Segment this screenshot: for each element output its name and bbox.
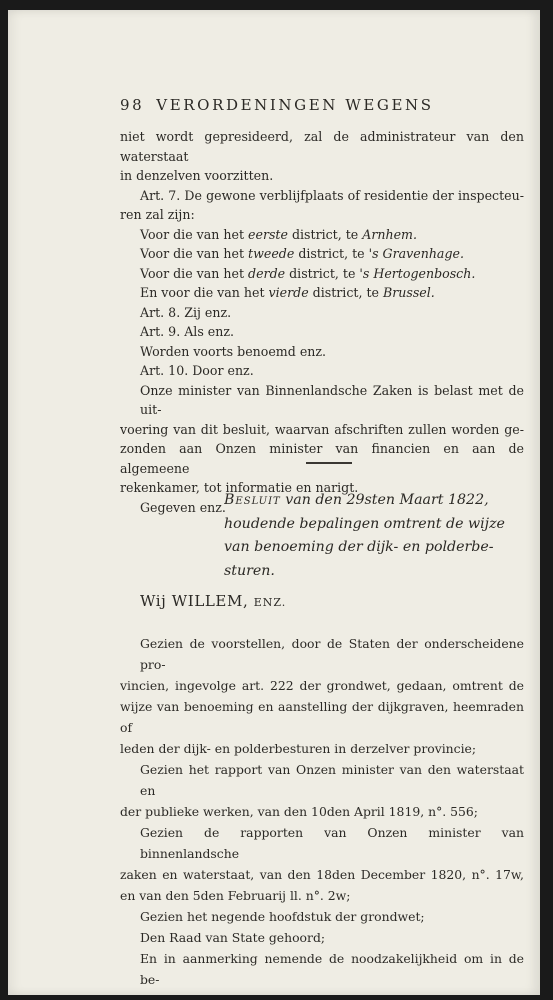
text-line: in denzelven voorzitten. xyxy=(120,168,274,183)
text-line: der publieke werken, van den 10den April 1819, n°. 556; xyxy=(120,804,478,819)
text-line: Besluit van den 29sten Maart 1822, xyxy=(224,492,489,508)
text-line: Voor die van het eerste district, te Arnhem. xyxy=(140,226,418,242)
running-header xyxy=(120,96,434,114)
text-line: van benoeming der dijk- en polderbe- xyxy=(224,539,494,555)
text-line: Art. 8. Zij enz. xyxy=(140,304,232,320)
text-line: wijze van benoeming en aanstelling der dijkgraven, heemraden of xyxy=(120,699,524,735)
text-line: Gezien het rapport van Onzen minister van den waterstaat en xyxy=(140,762,524,798)
text-line: En in aanmerking nemende de noodzakelijkheid om in de be- xyxy=(140,951,524,987)
text-line: rekenkamer, tot informatie en narigt. xyxy=(120,480,359,495)
royal-opening: Wij WILLEM, ENZ. xyxy=(140,592,287,610)
text-block-continuation xyxy=(120,127,524,517)
text-line: Den Raad van State gehoord; xyxy=(140,930,326,945)
text-line: houdende bepalingen omtrent de wijze xyxy=(224,515,505,532)
text-line: Voor die van het derde district, te 's Hertogenbosch. xyxy=(140,265,476,281)
text-line: Gezien het negende hoofdstuk der grondwet; xyxy=(140,909,425,924)
text-line: Voor die van het tweede district, te 's Gravenhage. xyxy=(140,246,464,261)
text-line: Art. 10. Door enz. xyxy=(140,363,254,378)
text-line: Gegeven enz. xyxy=(140,499,226,515)
text-line: zonden aan Onzen minister van financien en aan de algemeene xyxy=(120,441,524,476)
text-line: voering van dit besluit, waarvan afschriften zullen worden ge- xyxy=(120,421,524,437)
text-line: en van den 5den Februarij ll. n°. 2w; xyxy=(120,888,351,903)
text-block-considerations xyxy=(120,633,524,990)
section-divider xyxy=(306,462,352,464)
text-line: leden der dijk- en polderbesturen in derzelver provincie; xyxy=(120,741,477,756)
text-line: Onze minister van Binnenlandsche Zaken is belast met de uit- xyxy=(140,382,524,417)
text-line: Gezien de rapporten van Onzen minister van binnenlandsche xyxy=(140,825,524,861)
text-line: niet wordt gepresideerd, zal de administrateur van den waterstaat xyxy=(120,129,524,164)
text-line: Gezien de voorstellen, door de Staten der onderscheidene pro- xyxy=(140,636,524,672)
running-title: VERORDENINGEN WEGENS xyxy=(156,96,434,114)
text-line: ren zal zijn: xyxy=(120,207,195,222)
decree-heading xyxy=(224,489,532,583)
book-page xyxy=(8,10,540,995)
text-line: vincien, ingevolge art. 222 der grondwet, gedaan, omtrent de xyxy=(120,678,524,693)
text-line: Worden voorts benoemd enz. xyxy=(140,343,327,359)
text-line: Art. 7. De gewone verblijfplaats of residentie der inspecteu- xyxy=(140,187,524,203)
text-line: Art. 9. Als enz. xyxy=(140,324,234,339)
text-line: zaken en waterstaat, van den 18den December 1820, n°. 17w, xyxy=(120,867,524,882)
page-number: 98 xyxy=(120,96,145,114)
text-line: En voor die van het vierde district, te Brussel. xyxy=(140,285,435,300)
text-line: sturen. xyxy=(224,562,275,579)
